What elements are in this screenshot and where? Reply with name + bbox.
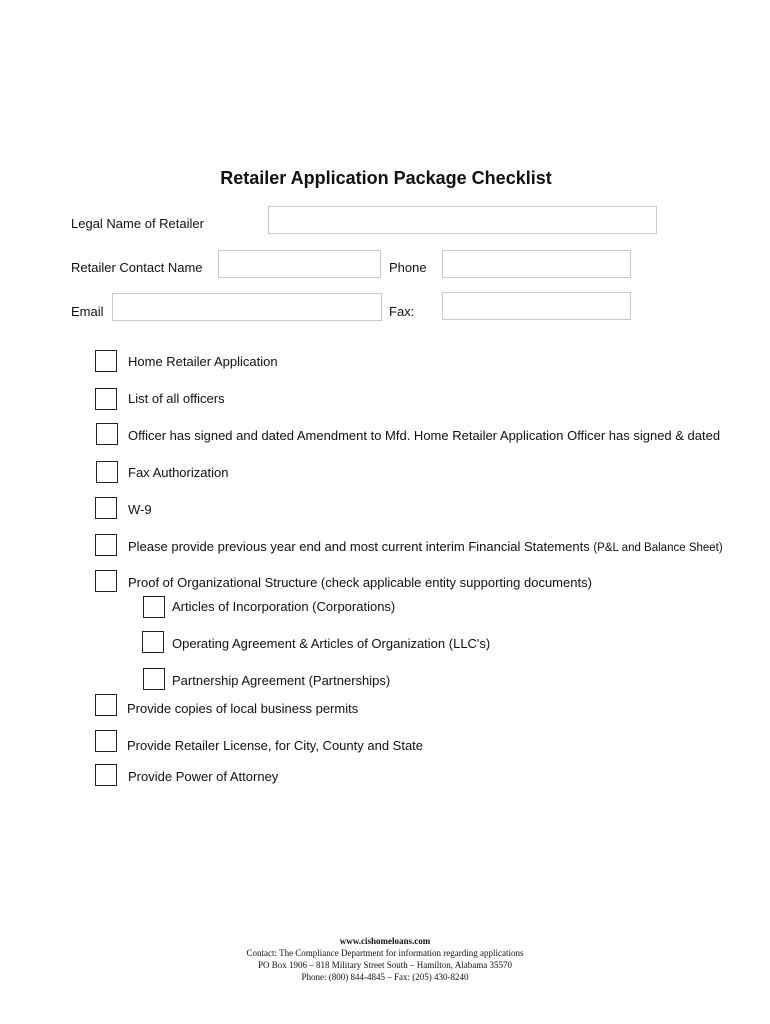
financial-statements-label	[128, 539, 723, 554]
fax-label: Fax:	[389, 304, 415, 319]
power-of-attorney-checkbox[interactable]	[95, 764, 117, 786]
articles-of-incorporation-checkbox[interactable]	[143, 596, 165, 618]
local-business-permits-checkbox[interactable]	[95, 694, 117, 716]
power-of-attorney-label: Provide Power of Attorney	[128, 769, 279, 784]
footer-contact: Contact: The Compliance Department for information regarding applications	[246, 948, 524, 958]
w9-checkbox[interactable]	[95, 497, 117, 519]
retailer-license-label: Provide Retailer License, for City, County and State	[127, 738, 424, 753]
partnership-agreement-label: Partnership Agreement (Partnerships)	[172, 673, 391, 688]
email-field[interactable]	[112, 293, 382, 321]
footer-phone-fax: Phone: (800) 844-4845 – Fax: (205) 430-8240	[301, 972, 469, 982]
proof-of-structure-label: Proof of Organizational Structure (check applicable entity supporting documents)	[128, 575, 592, 590]
partnership-agreement-checkbox[interactable]	[143, 668, 165, 690]
list-of-officers-label: List of all officers	[128, 391, 225, 406]
legal-name-field[interactable]	[268, 206, 657, 234]
financial-statements-checkbox[interactable]	[95, 534, 117, 556]
officer-signed-amendment-label: Officer has signed and dated Amendment to Mfd. Home Retailer Application Officer has signed & dated	[128, 428, 721, 443]
retailer-license-checkbox[interactable]	[95, 730, 117, 752]
operating-agreement-checkbox[interactable]	[142, 631, 164, 653]
phone-field[interactable]	[442, 250, 631, 278]
footer-website: www.cishomeloans.com	[339, 936, 431, 946]
contact-name-field[interactable]	[218, 250, 381, 278]
proof-of-structure-checkbox[interactable]	[95, 570, 117, 592]
fax-authorization-checkbox[interactable]	[96, 461, 118, 483]
fax-authorization-label: Fax Authorization	[128, 465, 229, 480]
email-label: Email	[71, 304, 104, 319]
financial-statements-note: (P&L and Balance Sheet)	[593, 542, 723, 554]
home-retailer-application-checkbox[interactable]	[95, 350, 117, 372]
fax-field[interactable]	[442, 292, 631, 320]
local-business-permits-label: Provide copies of local business permits	[127, 701, 359, 716]
w9-label: W-9	[128, 502, 152, 517]
phone-label: Phone	[389, 260, 427, 275]
page-title: Retailer Application Package Checklist	[220, 168, 552, 188]
operating-agreement-label: Operating Agreement & Articles of Organization (LLC's)	[172, 636, 491, 651]
articles-of-incorporation-label: Articles of Incorporation (Corporations)	[172, 599, 396, 614]
officer-signed-amendment-checkbox[interactable]	[96, 423, 118, 445]
list-of-officers-checkbox[interactable]	[95, 388, 117, 410]
home-retailer-application-label: Home Retailer Application	[128, 354, 278, 369]
footer	[0, 935, 770, 983]
financial-statements-main-text: Please provide previous year end and most current interim Financial Statements	[128, 539, 594, 554]
contact-name-label: Retailer Contact Name	[71, 260, 203, 275]
legal-name-label: Legal Name of Retailer	[71, 216, 204, 231]
footer-address: PO Box 1906 – 818 Military Street South – Hamilton, Alabama 35570	[258, 960, 512, 970]
